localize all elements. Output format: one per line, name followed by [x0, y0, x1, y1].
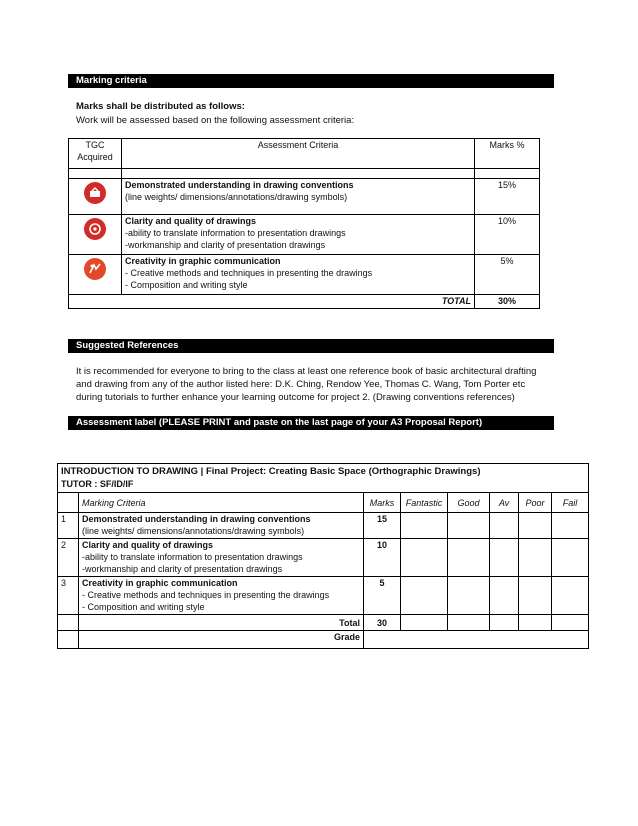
marks-distribution-note: Marks shall be distributed as follows: — [76, 101, 245, 112]
label-marks: 5 — [364, 577, 401, 615]
good-col-header: Good — [448, 493, 490, 513]
grade-value-cell — [364, 631, 589, 649]
fantastic-col-header: Fantastic — [401, 493, 448, 513]
criteria-cell — [122, 179, 475, 215]
references-text: It is recommended for everyone to bring to the class at least one reference book of basic architectural drafting and drawing from any of the author listed here: D.K. Ching, Rendow Yee, Thomas C. Wang, Tom Porter etc during tutorials to further enhance your learning outcome for project 2. (Drawing conventions references) — [76, 366, 537, 403]
tgc-cell — [69, 179, 122, 215]
assessment-label-table — [57, 463, 589, 649]
tgc-cell — [69, 255, 122, 295]
row-number: 3 — [58, 577, 79, 615]
tutor-line: TUTOR : SF/ID/IF — [61, 479, 134, 489]
row-number: 1 — [58, 513, 79, 539]
marks-header: Marks % — [475, 139, 540, 169]
assessment-intro: Work will be assessed based on the following assessment criteria: — [76, 115, 355, 126]
criteria-line: -ability to translate information to presentation drawings — [125, 228, 346, 238]
criteria-cell — [122, 255, 475, 295]
label-marks: 10 — [364, 539, 401, 577]
label-criteria-cell: Clarity and quality of drawings -ability to translate information to presentation drawings -workmanship and clarity of presentation drawings — [79, 539, 364, 577]
criteria-marks: 15% — [475, 179, 540, 215]
criteria-line: -workmanship and clarity of presentation drawings — [125, 240, 326, 250]
presentation-quality-icon — [84, 218, 106, 240]
av-col-header: Av — [490, 493, 519, 513]
criteria-line: - Composition and writing style — [125, 280, 248, 290]
suggested-references-heading: Suggested References — [68, 339, 554, 353]
criteria-line: - Creative methods and techniques in presenting the drawings — [125, 268, 373, 278]
label-row — [58, 577, 589, 615]
criteria-title: Creativity in graphic communication — [125, 256, 281, 266]
label-total-label: Total — [79, 615, 364, 631]
poor-col-header: Poor — [519, 493, 552, 513]
criteria-title: Clarity and quality of drawings — [125, 216, 257, 226]
criteria-line: (line weights/ dimensions/annotations/drawing symbols) — [125, 192, 348, 202]
criteria-title: Demonstrated understanding in drawing conventions — [125, 180, 354, 190]
criteria-row — [69, 255, 540, 295]
label-row — [58, 539, 589, 577]
criteria-marks: 10% — [475, 215, 540, 255]
label-marks: 15 — [364, 513, 401, 539]
drawing-conventions-icon — [84, 182, 106, 204]
label-criteria-cell: Demonstrated understanding in drawing conventions (line weights/ dimensions/annotations/drawing symbols) — [79, 513, 364, 539]
criteria-header: Assessment Criteria — [122, 139, 475, 169]
label-row — [58, 513, 589, 539]
criteria-row — [69, 179, 540, 215]
total-value: 30% — [475, 295, 540, 309]
marking-criteria-header: Marking Criteria — [79, 493, 364, 513]
criteria-marks: 5% — [475, 255, 540, 295]
tgc-cell — [69, 215, 122, 255]
criteria-cell — [122, 215, 475, 255]
marking-criteria-heading: Marking criteria — [68, 74, 554, 88]
assessment-criteria-table — [68, 138, 540, 309]
tgc-header: TGC Acquired — [69, 139, 122, 169]
assessment-label-heading: Assessment label (PLEASE PRINT and paste on the last page of your A3 Proposal Report) — [68, 416, 554, 430]
grade-label: Grade — [79, 631, 364, 649]
marks-col-header: Marks — [364, 493, 401, 513]
label-criteria-cell: Creativity in graphic communication - Creative methods and techniques in presenting the drawings - Composition and writing style — [79, 577, 364, 615]
fail-col-header: Fail — [552, 493, 589, 513]
label-total-value: 30 — [364, 615, 401, 631]
project-title: INTRODUCTION TO DRAWING | Final Project: Creating Basic Space (Orthographic Drawings) — [61, 466, 481, 477]
label-title-cell — [58, 464, 589, 493]
row-number: 2 — [58, 539, 79, 577]
total-label: TOTAL — [69, 295, 475, 309]
criteria-row — [69, 215, 540, 255]
creativity-icon — [84, 258, 106, 280]
